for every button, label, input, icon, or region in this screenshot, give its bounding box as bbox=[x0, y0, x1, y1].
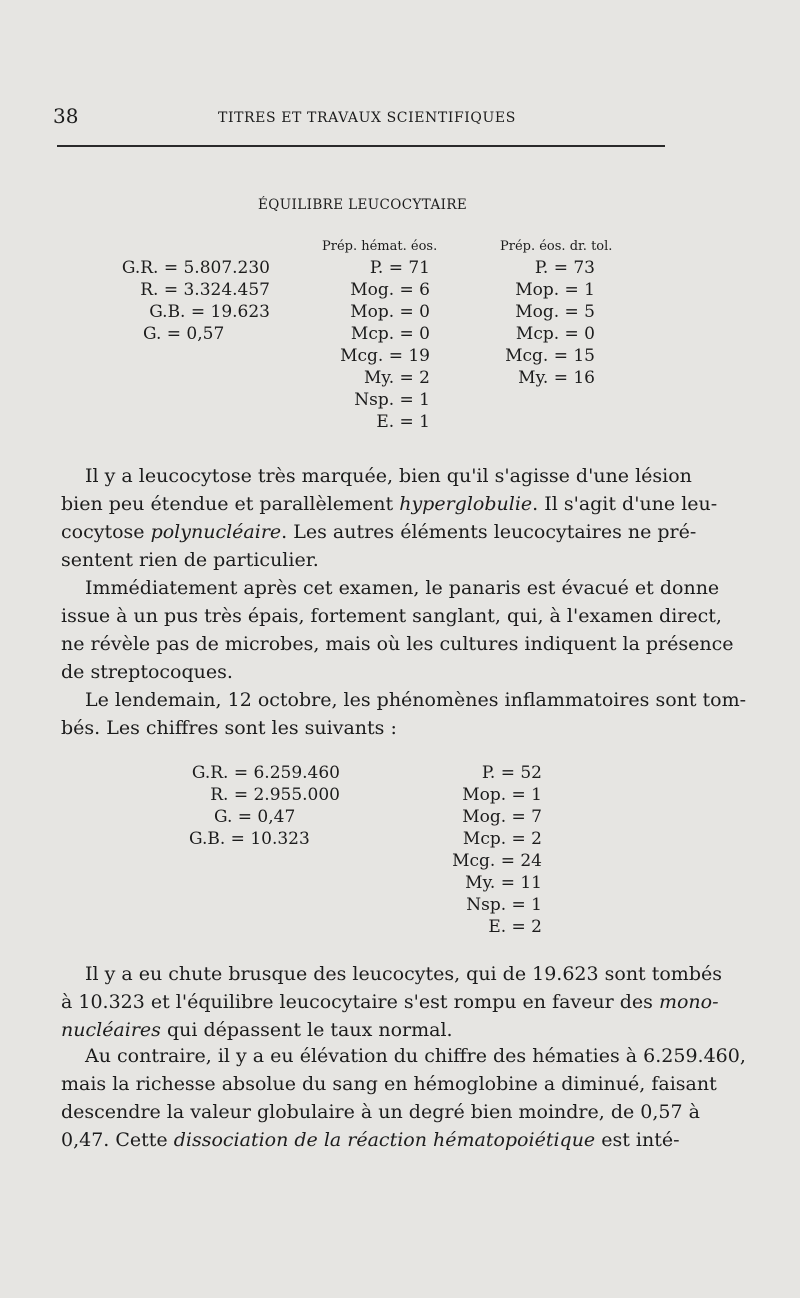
section-title: ÉQUILIBRE LEUCOCYTAIRE bbox=[258, 197, 468, 213]
count-value: Nsp. = 1 bbox=[466, 895, 542, 915]
count-value: My. = 2 bbox=[363, 368, 430, 388]
text-line: 0,47. Cette dissociation de la réaction hématopoiétique est inté- bbox=[61, 1129, 680, 1151]
text-line: de streptocoques. bbox=[61, 661, 233, 683]
count-value: Mop. = 1 bbox=[515, 280, 595, 300]
text-line: mais la richesse absolue du sang en hémoglobine a diminué, faisant bbox=[61, 1073, 717, 1095]
col-head-hemat: Prép. hémat. éos. bbox=[322, 239, 438, 254]
text-line: Au contraire, il y a eu élévation du chiffre des hématies à 6.259.460, bbox=[85, 1045, 746, 1067]
paragraph-2 bbox=[61, 574, 734, 686]
count-value: Mcg. = 15 bbox=[505, 346, 595, 366]
count-value: Mcg. = 24 bbox=[452, 851, 542, 871]
count-value: Mcp. = 2 bbox=[462, 829, 542, 849]
count-value: P. = 52 bbox=[481, 763, 542, 783]
emphasis: hyperglobulie bbox=[399, 493, 533, 515]
blood-values-1 bbox=[100, 257, 270, 345]
text-line: sentent rien de particulier. bbox=[61, 549, 319, 571]
text-line: Il y a leucocytose très marquée, bien qu'il s'agisse d'une lésion bbox=[85, 465, 692, 487]
text-line: Immédiatement après cet examen, le panaris est évacué et donne bbox=[85, 577, 720, 599]
header-rule bbox=[57, 145, 665, 147]
count-value: P. = 71 bbox=[369, 258, 430, 278]
paragraph-3 bbox=[61, 686, 747, 742]
paragraph-5 bbox=[61, 1042, 746, 1154]
text-line: Il y a eu chute brusque des leucocytes, qui de 19.623 sont tombés bbox=[85, 963, 722, 985]
text-line: à 10.323 et l'équilibre leucocytaire s'est rompu en faveur des mono- bbox=[61, 991, 719, 1013]
page-number: 38 bbox=[53, 104, 79, 128]
emphasis: mono- bbox=[658, 991, 719, 1013]
text-line: cocytose polynucléaire. Les autres éléments leucocytaires ne pré- bbox=[61, 521, 697, 543]
text-line: bés. Les chiffres sont les suivants : bbox=[61, 717, 397, 739]
blood-value: G. = 0,47 bbox=[214, 807, 296, 827]
count-value: Mop. = 0 bbox=[350, 302, 430, 322]
count-value: E. = 2 bbox=[488, 917, 542, 937]
text-line: Le lendemain, 12 octobre, les phénomènes inflammatoires sont tom- bbox=[85, 689, 747, 711]
count-value: My. = 11 bbox=[465, 873, 542, 893]
emphasis: nucléaires bbox=[61, 1019, 161, 1041]
count-value: P. = 73 bbox=[534, 258, 595, 278]
running-title: TITRES ET TRAVAUX SCIENTIFIQUES bbox=[218, 110, 516, 126]
emphasis: dissociation de la réaction hématopoiétique bbox=[173, 1129, 596, 1151]
text-line: ne révèle pas de microbes, mais où les cultures indiquent la présence bbox=[61, 633, 734, 655]
count-value: Mcg. = 19 bbox=[340, 346, 430, 366]
blood-value: G.B. = 19.623 bbox=[149, 302, 270, 322]
count-value: Mog. = 7 bbox=[462, 807, 542, 827]
count-value: Mop. = 1 bbox=[462, 785, 542, 805]
paragraph-1 bbox=[61, 462, 718, 574]
count-value: Mog. = 5 bbox=[515, 302, 595, 322]
col-head-eos: Prép. éos. dr. tol. bbox=[500, 239, 613, 254]
blood-value: G.R. = 5.807.230 bbox=[121, 258, 270, 278]
paragraph-4 bbox=[61, 960, 722, 1044]
blood-value: G.R. = 6.259.460 bbox=[191, 763, 340, 783]
blood-value: G.B. = 10.323 bbox=[189, 829, 310, 849]
hemat-counts bbox=[300, 257, 430, 433]
eos-counts bbox=[470, 257, 595, 389]
text-line: issue à un pus très épais, fortement sanglant, qui, à l'examen direct, bbox=[61, 605, 722, 627]
second-counts bbox=[440, 762, 542, 938]
count-value: E. = 1 bbox=[376, 412, 430, 432]
text-line: bien peu étendue et parallèlement hyperglobulie. Il s'agit d'une leu- bbox=[61, 493, 718, 515]
count-value: Mog. = 6 bbox=[350, 280, 430, 300]
count-value: Mcp. = 0 bbox=[350, 324, 430, 344]
count-value: Nsp. = 1 bbox=[354, 390, 430, 410]
count-value: My. = 16 bbox=[518, 368, 595, 388]
text-line: nucléaires qui dépassent le taux normal. bbox=[61, 1019, 453, 1041]
blood-value: G. = 0,57 bbox=[143, 324, 225, 344]
emphasis: polynucléaire bbox=[150, 521, 282, 543]
text-line: descendre la valeur globulaire à un degré bien moindre, de 0,57 à bbox=[61, 1101, 700, 1123]
count-value: Mcp. = 0 bbox=[515, 324, 595, 344]
blood-value: R. = 3.324.457 bbox=[140, 280, 270, 300]
blood-values-2 bbox=[185, 762, 340, 850]
blood-value: R. = 2.955.000 bbox=[210, 785, 340, 805]
